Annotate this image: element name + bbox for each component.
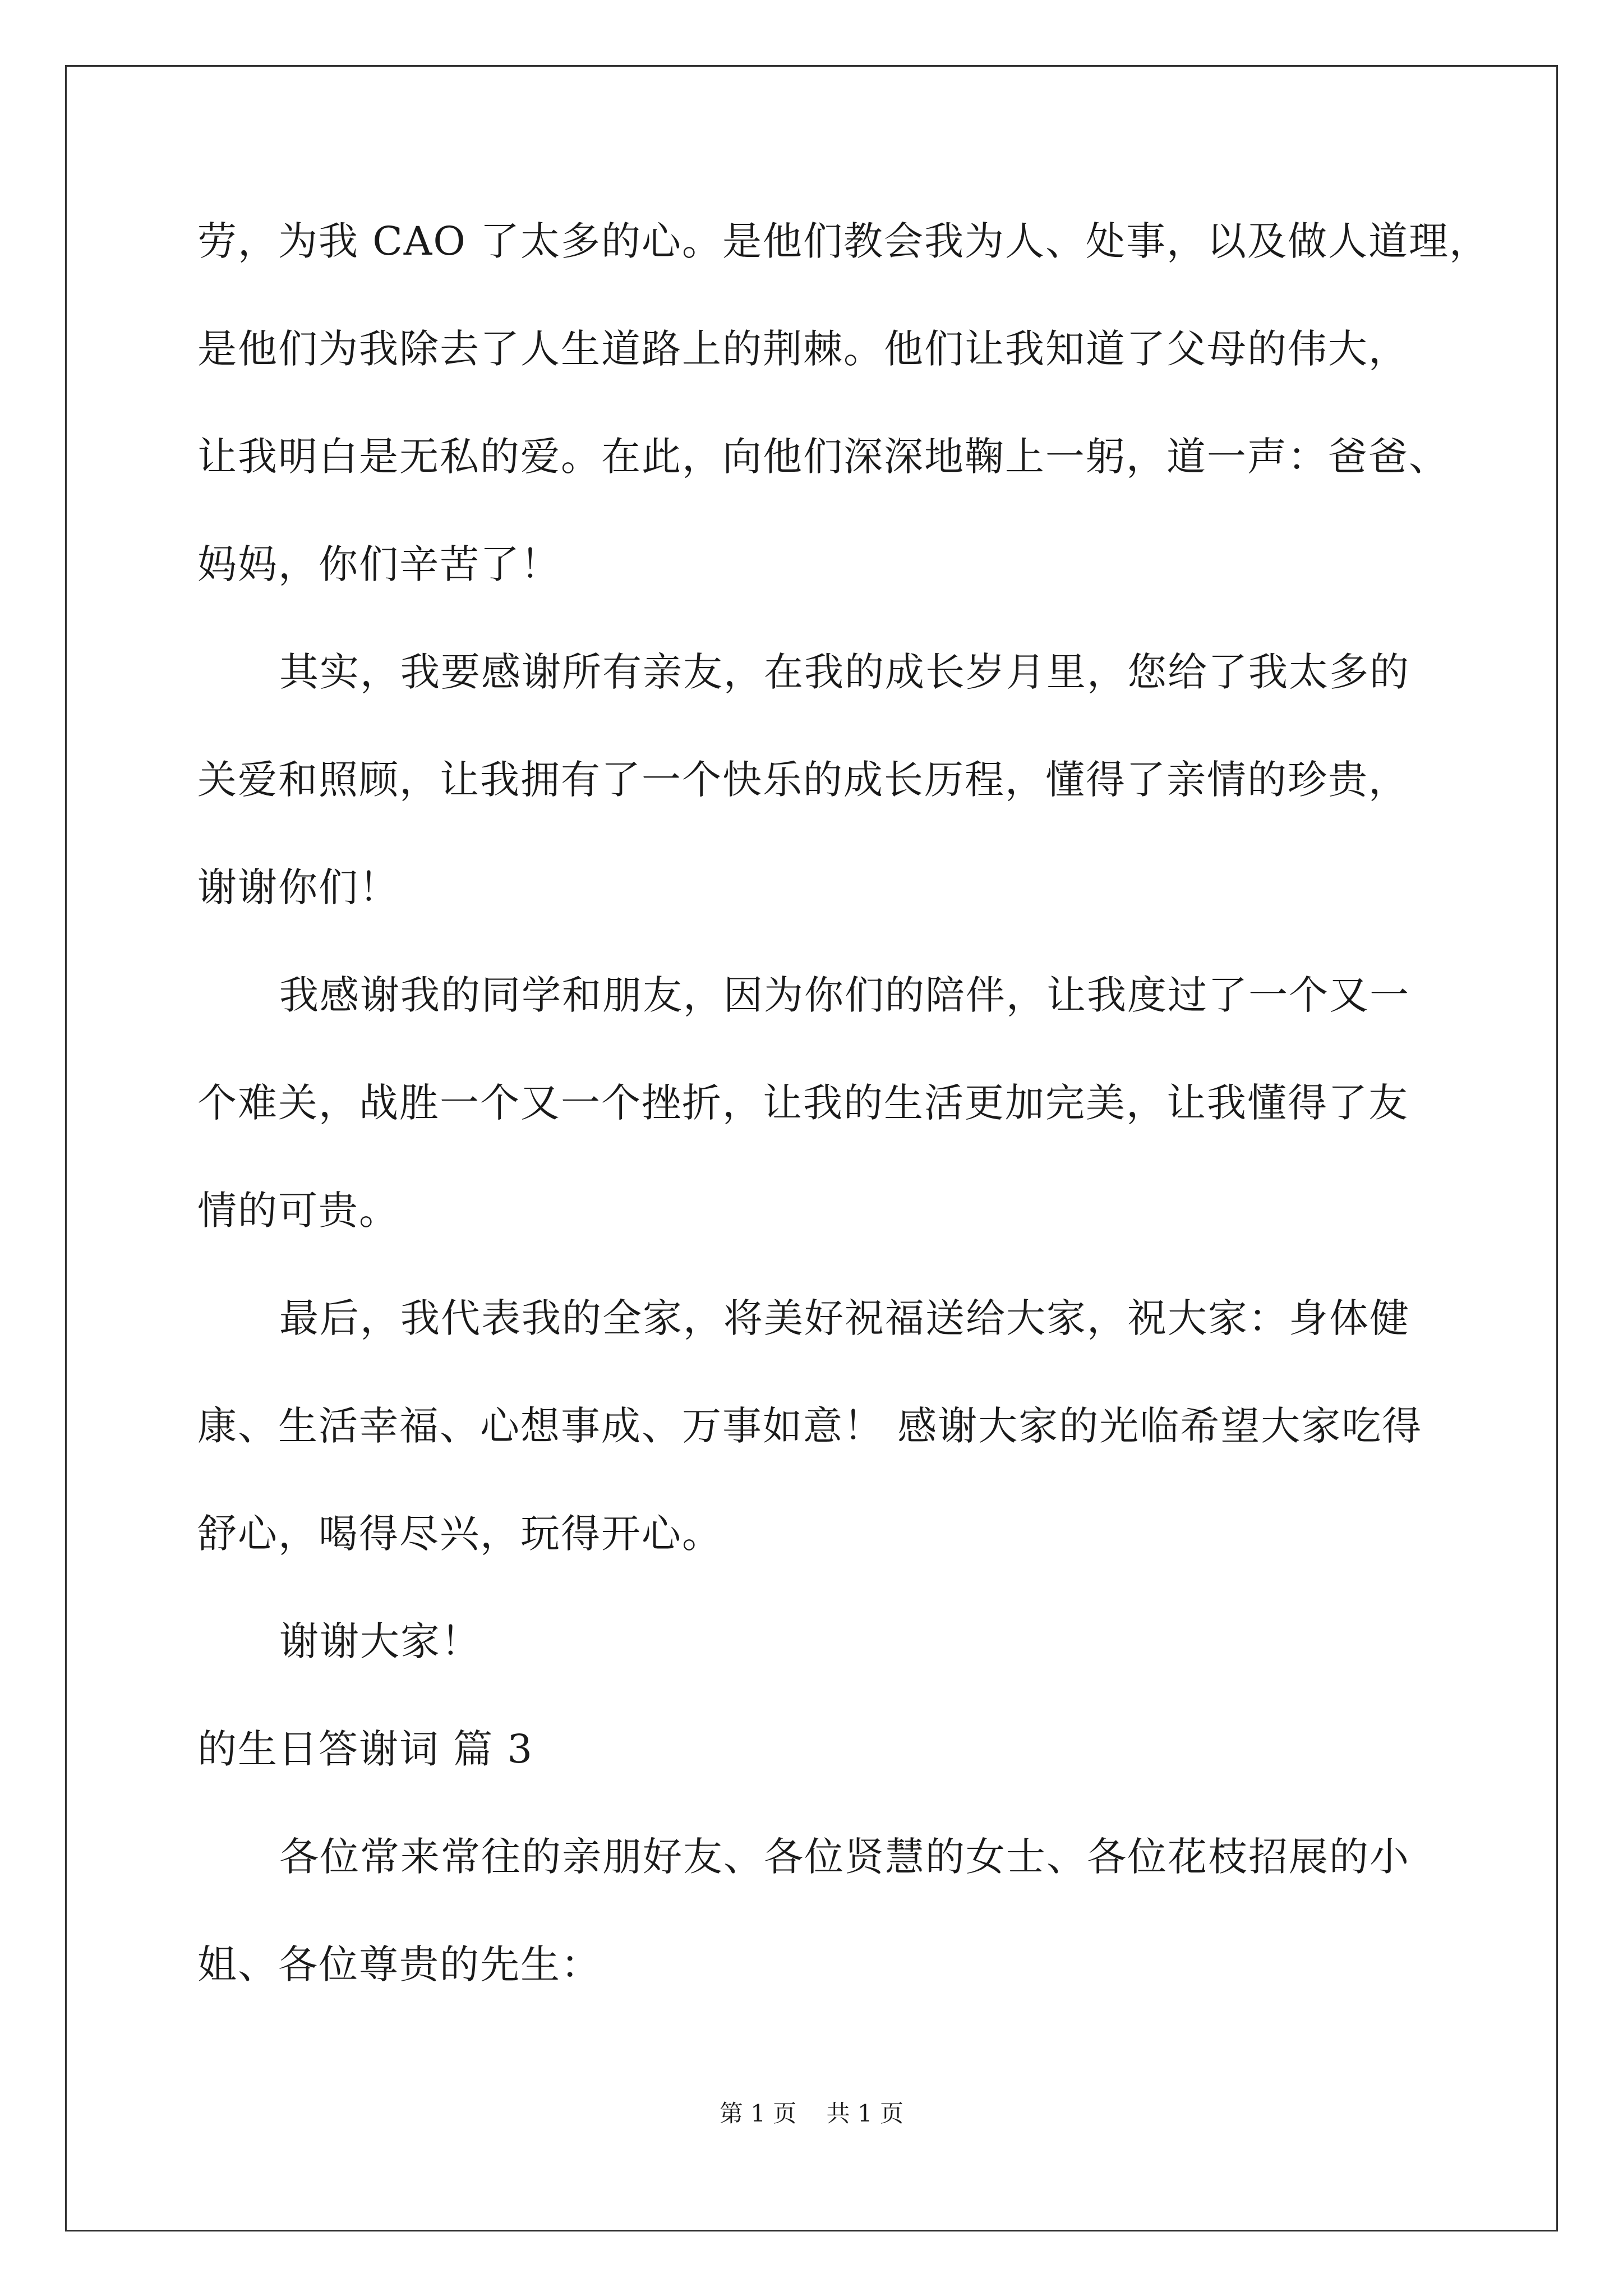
- text-line: 舒心，喝得尽兴，玩得开心。: [197, 1511, 722, 1557]
- text-line: 谢谢你们！: [197, 864, 399, 910]
- text-line: 关爱和照顾，让我拥有了一个快乐的成长历程，懂得了亲情的珍贵，: [197, 757, 1409, 803]
- text-line: 让我明白是无私的爱。在此，向他们深深地鞠上一躬，道一声：爸爸、: [197, 434, 1449, 480]
- text-line: 个难关，战胜一个又一个挫折，让我的生活更加完美，让我懂得了友: [197, 1080, 1409, 1126]
- paragraph-start: 各位常来常往的亲朋好友、各位贤慧的女士、各位花枝招展的小: [279, 1834, 1410, 1880]
- text-line: 康、生活幸福、心想事成、万事如意！ 感谢大家的光临希望大家吃得: [197, 1403, 1423, 1449]
- text-line: 姐、各位尊贵的先生：: [197, 1941, 601, 1987]
- text-line: 是他们为我除去了人生道路上的荆棘。他们让我知道了父母的伟大，: [197, 326, 1409, 372]
- text-line: 劳，为我 CAO 了太多的心。是他们教会我为人、处事，以及做人道理，: [197, 218, 1490, 264]
- paragraph-start: 最后，我代表我的全家，将美好祝福送给大家，祝大家：身体健: [279, 1295, 1410, 1341]
- page-footer: [0, 2097, 1623, 2131]
- page-total: 共 1 页: [826, 2100, 904, 2127]
- page-number: 第 1 页: [719, 2100, 797, 2127]
- paragraph-start: 我感谢我的同学和朋友，因为你们的陪伴，让我度过了一个又一: [279, 972, 1410, 1018]
- document-body: [197, 213, 1490, 2044]
- paragraph-start: 谢谢大家！: [279, 1618, 481, 1664]
- paragraph-start: 其实，我要感谢所有亲友，在我的成长岁月里，您给了我太多的: [279, 649, 1410, 695]
- text-line: 情的可贵。: [197, 1188, 399, 1234]
- section-heading: 的生日答谢词 篇 3: [197, 1726, 534, 1772]
- text-line: 妈妈，你们辛苦了！: [197, 541, 561, 587]
